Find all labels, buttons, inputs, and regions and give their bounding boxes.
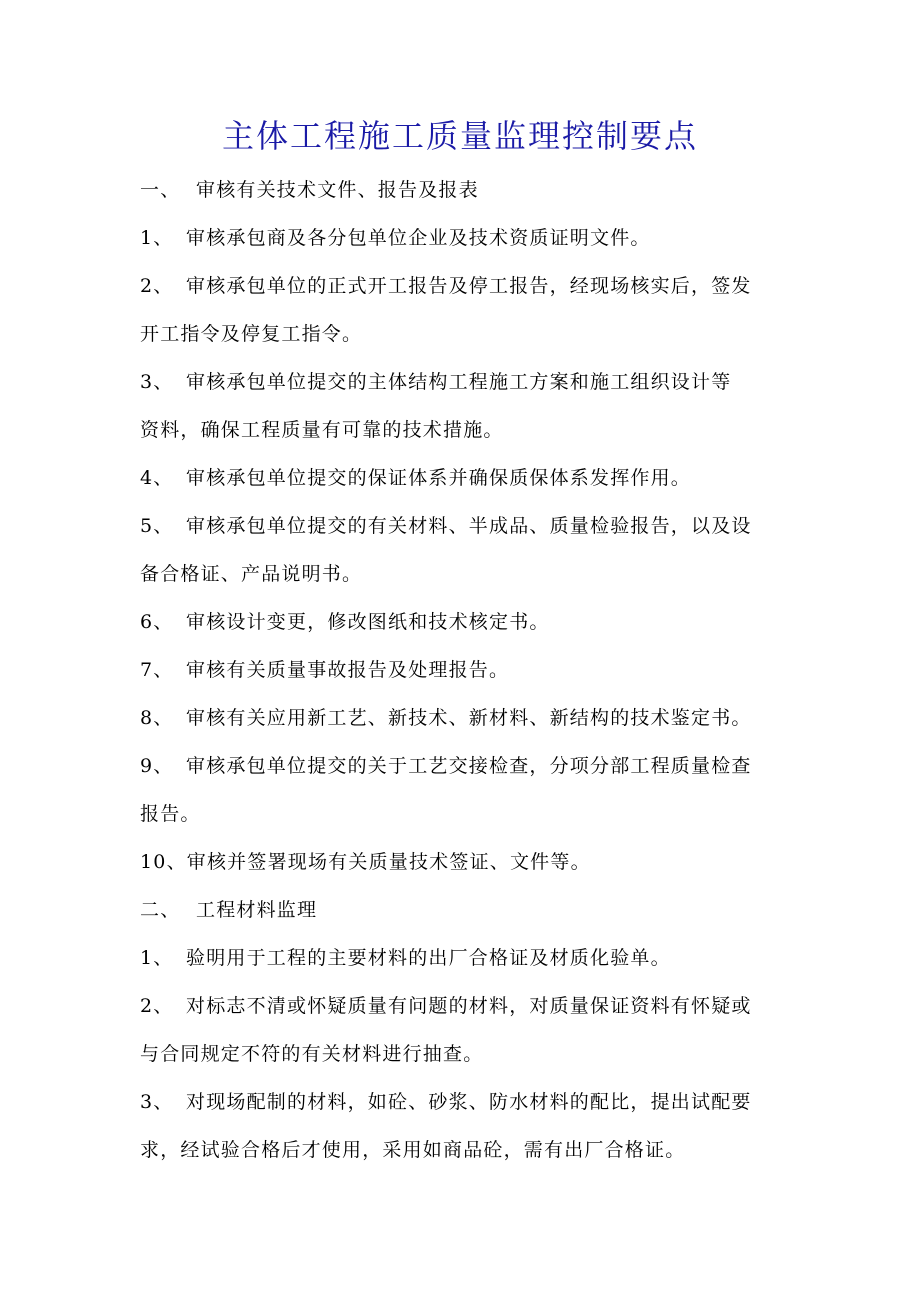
list-item (140, 598, 790, 646)
list-item-continuation: 资料，确保工程质量有可靠的技术措施。 (140, 419, 504, 441)
section-heading-text: 工程材料监理 (196, 899, 318, 921)
item-number: 5、 (140, 515, 174, 537)
item-number: 4、 (140, 467, 174, 489)
item-text: 审核承包商及各分包单位企业及技术资质证明文件。 (186, 227, 651, 249)
item-number: 8、 (140, 707, 174, 729)
item-text: 审核承包单位提交的有关材料、半成品、质量检验报告，以及设 (186, 515, 752, 537)
item-number: 2、 (140, 995, 174, 1017)
item-number: 3、 (140, 1091, 174, 1113)
item-number: 3、 (140, 371, 174, 393)
list-item-continuation: 开工指令及停复工指令。 (140, 323, 363, 345)
item-number: 1、 (140, 227, 174, 249)
item-number: 2、 (140, 275, 174, 297)
item-text: 审核承包单位提交的主体结构工程施工方案和施工组织设计等 (186, 371, 732, 393)
list-item (140, 1078, 790, 1126)
list-item (140, 502, 790, 550)
list-item-continuation: 与合同规定不符的有关材料进行抽查。 (140, 1043, 484, 1065)
list-item-continuation: 求，经试验合格后才使用，采用如商品砼，需有出厂合格证。 (140, 1139, 686, 1161)
list-item (140, 982, 790, 1030)
section-number: 一、 (140, 179, 181, 201)
item-text: 审核承包单位的正式开工报告及停工报告，经现场核实后，签发 (186, 275, 752, 297)
item-text: 审核有关质量事故报告及处理报告。 (186, 659, 510, 681)
list-item (140, 838, 790, 886)
document-body (140, 166, 790, 1174)
item-number: 1、 (140, 947, 174, 969)
item-text: 审核设计变更，修改图纸和技术核定书。 (186, 611, 550, 633)
section-number: 二、 (140, 899, 181, 921)
list-item (140, 934, 790, 982)
item-number: 6、 (140, 611, 174, 633)
list-item-continuation: 备合格证、产品说明书。 (140, 563, 363, 585)
section-heading-text: 审核有关技术文件、报告及报表 (196, 179, 479, 201)
item-text: 验明用于工程的主要材料的出厂合格证及材质化验单。 (186, 947, 671, 969)
list-item (140, 214, 790, 262)
item-number: 10、 (140, 851, 187, 873)
list-item (140, 454, 790, 502)
item-text: 对标志不清或怀疑质量有问题的材料，对质量保证资料有怀疑或 (186, 995, 752, 1017)
list-item (140, 646, 790, 694)
item-text: 审核承包单位提交的关于工艺交接检查，分项分部工程质量检查 (186, 755, 752, 777)
item-number: 9、 (140, 755, 174, 777)
item-number: 7、 (140, 659, 174, 681)
page-title: 主体工程施工质量监理控制要点 (221, 117, 698, 155)
item-text: 审核有关应用新工艺、新技术、新材料、新结构的技术鉴定书。 (186, 707, 752, 729)
item-text: 对现场配制的材料，如砼、砂浆、防水材料的配比，提出试配要 (186, 1091, 752, 1113)
item-text: 审核并签署现场有关质量技术签证、文件等。 (186, 851, 591, 873)
section-heading (140, 886, 790, 934)
list-item (140, 358, 790, 406)
list-item (140, 694, 790, 742)
section-heading (140, 166, 790, 214)
list-item (140, 742, 790, 790)
item-text: 审核承包单位提交的保证体系并确保质保体系发挥作用。 (186, 467, 692, 489)
list-item-continuation: 报告。 (140, 803, 201, 825)
list-item (140, 262, 790, 310)
